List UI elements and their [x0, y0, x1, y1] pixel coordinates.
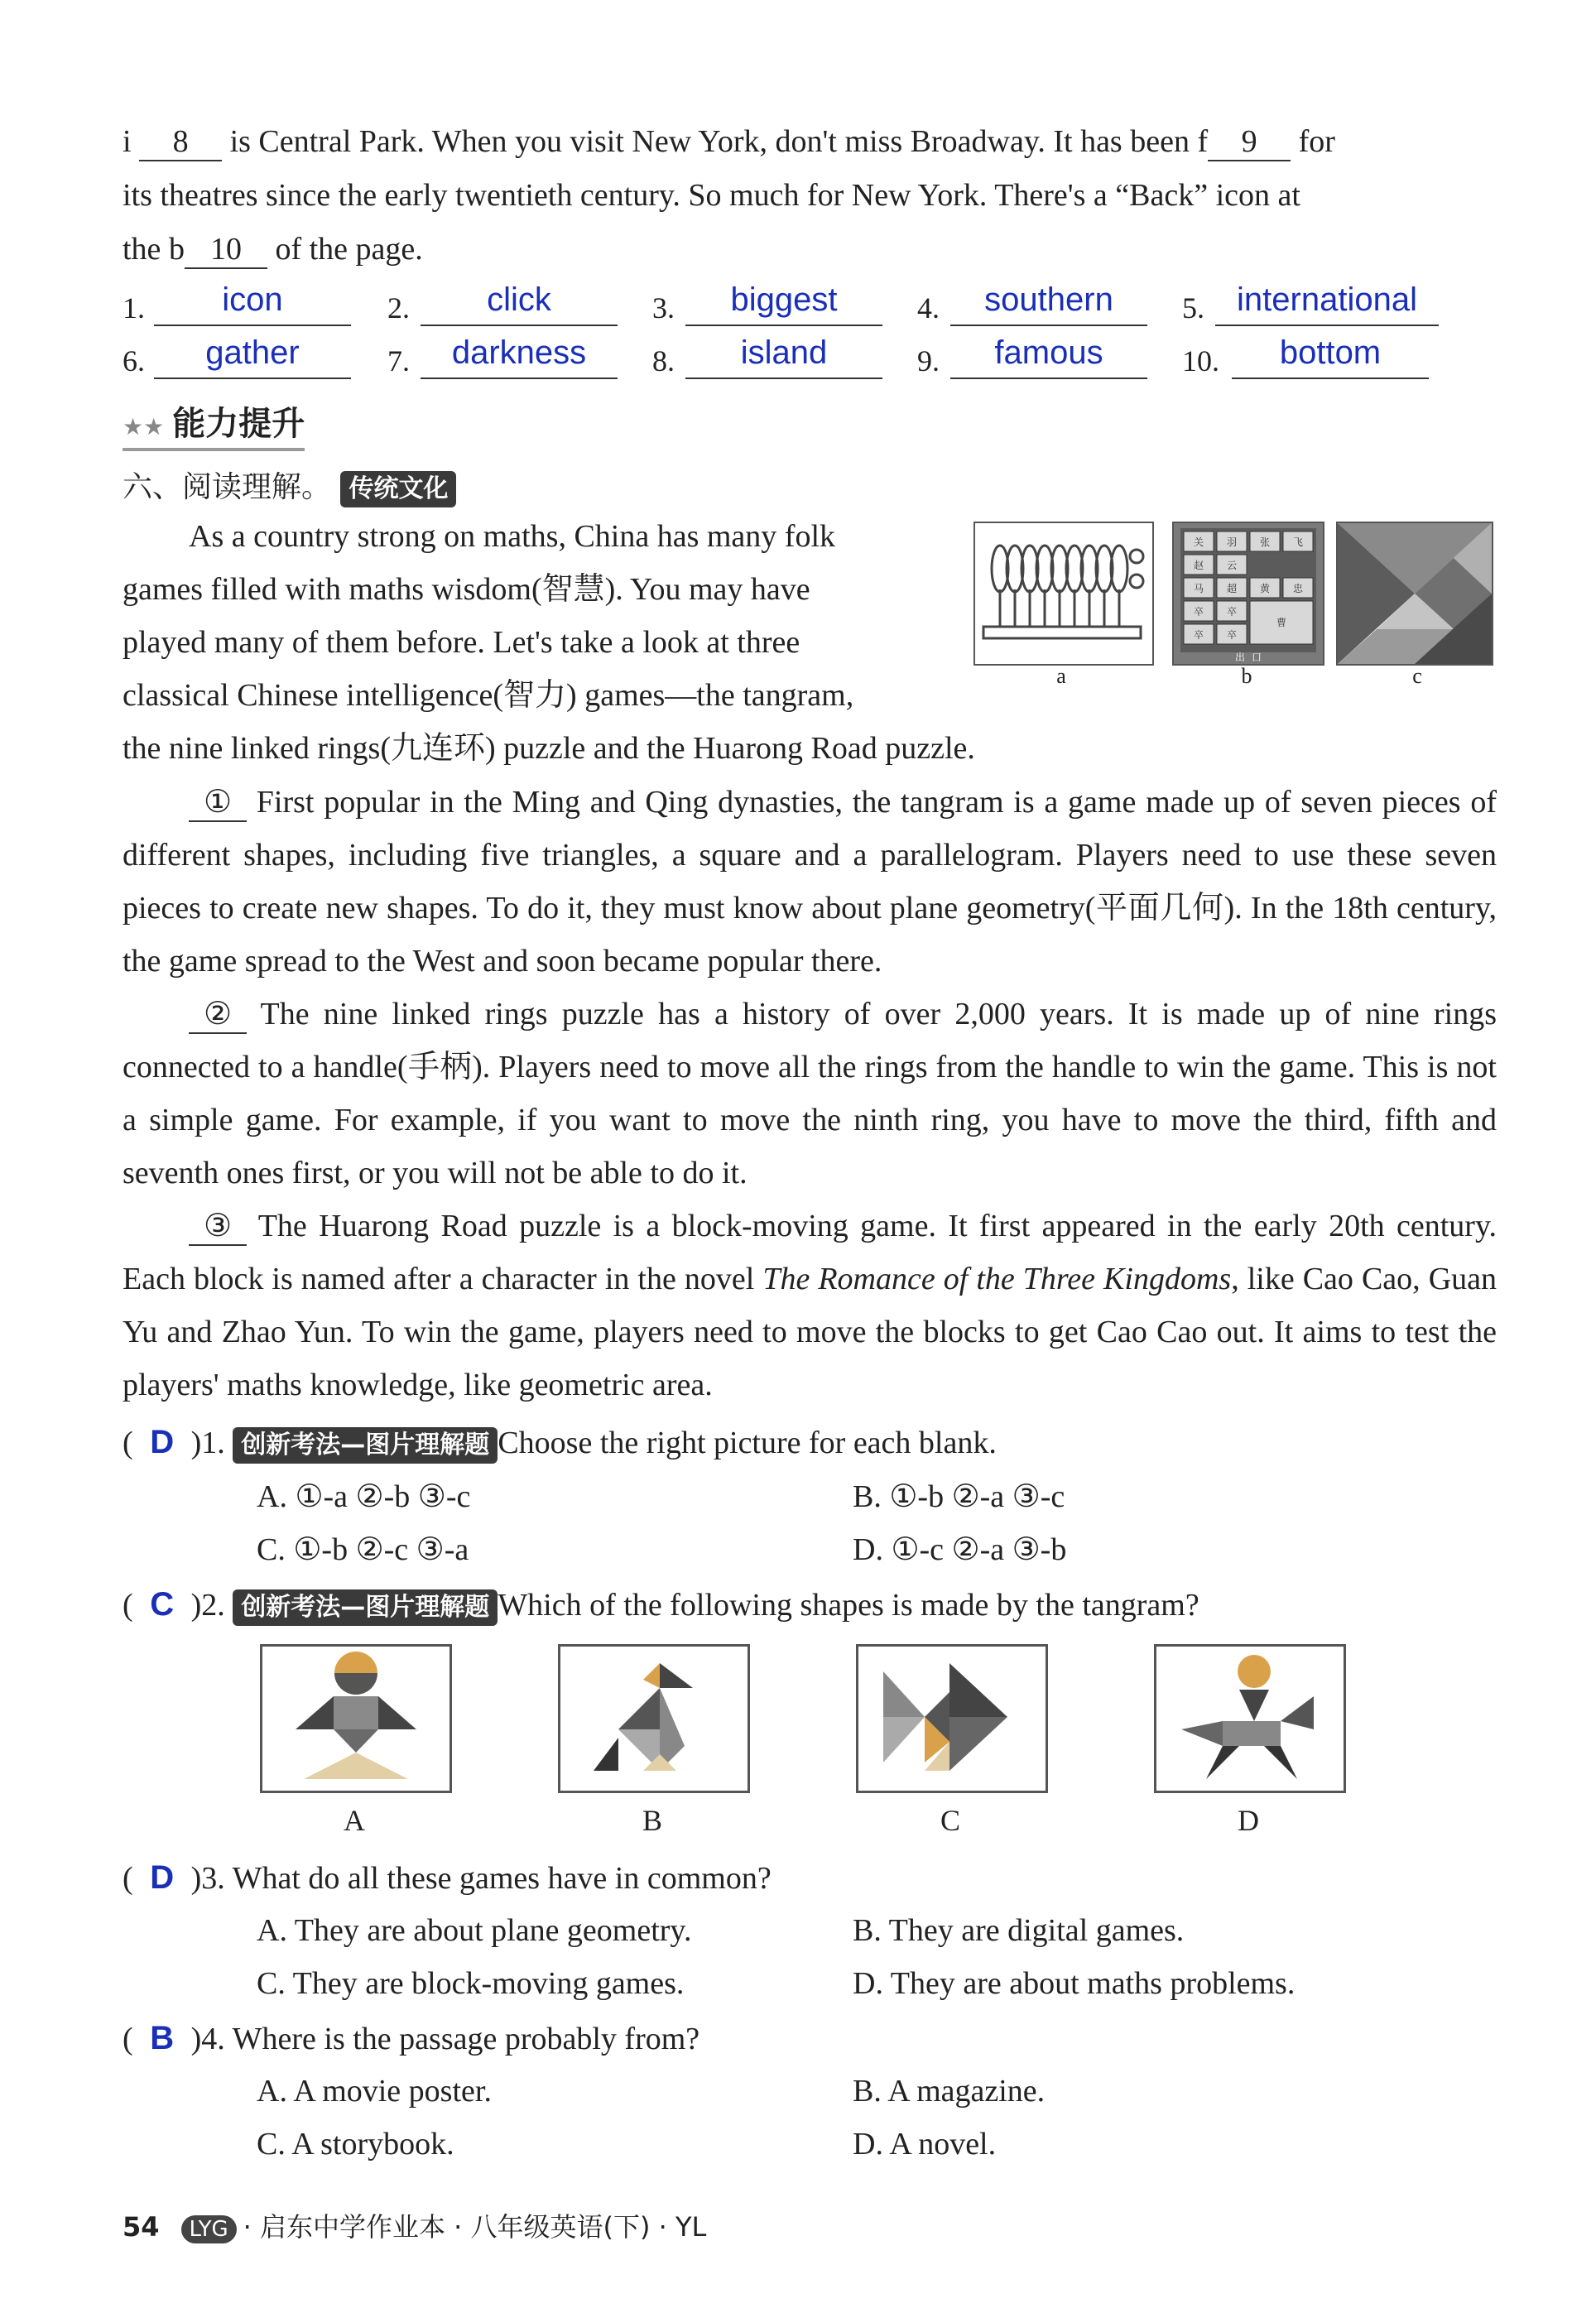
figure-b-label: B — [642, 1804, 662, 1837]
q3-option-c: C. They are block-moving games. — [257, 1966, 685, 2001]
nine-rings-icon — [975, 523, 1152, 664]
picture-c-label: c — [1412, 664, 1422, 688]
question-head: 六、阅读理解。 传统文化 — [123, 464, 456, 507]
figure-b-bird — [558, 1644, 750, 1793]
q4-option-d: D. A novel. — [853, 2127, 997, 2162]
fill-answer-10: 10. bottom — [1182, 326, 1497, 379]
picture-a-nine-rings — [973, 522, 1154, 666]
blank-10: 10 — [185, 231, 267, 269]
fill-answer-1: 1. icon — [123, 273, 354, 326]
section-title: ★★ 能力提升 — [123, 397, 305, 445]
figure-a-label: A — [344, 1804, 365, 1837]
fill-answer-4: 4. southern — [917, 273, 1166, 326]
answer-4: B — [150, 2020, 175, 2056]
intro-line-3: played many of them before. Let's take a look at three — [123, 625, 800, 660]
blank-mark-2: ② — [189, 996, 247, 1034]
tangram-square-icon — [1338, 523, 1492, 664]
tile-text: 羽 — [1226, 536, 1238, 548]
intro-line-5: the nine linked rings(九连环) puzzle and the Huarong Road puzzle. — [123, 731, 975, 766]
picture-c-tangram — [1336, 522, 1493, 666]
paragraph-1: ① First popular in the Ming and Qing dynasties, the tangram is a game made up of seven pieces of different shapes, including five triangles, a square and a parallelogram. Players need to use these seven pieces to create new shapes. To do it, they must know about plane geometry(平面几何). In the 18th century, the game spread to the West and soon became popular there. — [123, 785, 1497, 979]
tile-text: 超 — [1226, 583, 1238, 594]
intro-line-1: As a country strong on maths, China has many folk — [189, 519, 836, 554]
tag-innovative: 创新考法—图片理解题 — [233, 1589, 498, 1626]
fill-answer-5: 5. international — [1182, 273, 1497, 326]
paragraph-3: ③ The Huarong Road puzzle is a block-moving game. It first appeared in the early 20th century. Each block is named after a character in the novel The Romance of the Three Kingdoms, like Cao Cao, Guan Yu and Zhao Yun. To win the game, players need to move the blocks to get Cao Cao out. It aims to test the players' maths knowledge, like geometric area. — [123, 1209, 1497, 1402]
fill-answer-9: 9. famous — [917, 326, 1166, 379]
blank-9: 9 — [1208, 123, 1291, 161]
tangram-fish-icon — [858, 1647, 1046, 1791]
picture-b-huarong-road — [1172, 522, 1324, 666]
figure-c-label: C — [940, 1804, 960, 1837]
question-1: ( D )1. 创新考法—图片理解题 Choose the right picture for each blank. — [123, 1421, 997, 1464]
figure-c-fish — [856, 1644, 1048, 1793]
tile-text: 黄 — [1259, 583, 1271, 594]
tile-text: 云 — [1226, 560, 1238, 571]
publisher-logo: LYG — [181, 2215, 237, 2243]
intro-line-2: games filled with maths wisdom(智慧). You may have — [123, 572, 810, 607]
tile-text: 张 — [1259, 536, 1271, 548]
q1-option-c: C. ①-b ②-c ③-a — [257, 1532, 469, 1567]
q4-option-c: C. A storybook. — [257, 2127, 454, 2162]
tangram-person-icon — [262, 1647, 449, 1791]
tangram-rider-icon — [1156, 1647, 1344, 1791]
tile-text: 卒 — [1226, 629, 1238, 641]
answer-2: C — [150, 1586, 175, 1623]
tile-text: 卒 — [1193, 606, 1204, 618]
stars-icon: ★★ — [123, 413, 165, 440]
huarong-board-icon — [1174, 523, 1323, 664]
q1-option-d: D. ①-c ②-a ③-b — [853, 1532, 1067, 1567]
page-number: 54 — [123, 2211, 160, 2243]
footer-text: · 启东中学作业本 · 八年级英语(下) · YL — [243, 2211, 707, 2243]
paragraph-2: ② The nine linked rings puzzle has a history of over 2,000 years. It is made up of nine rings connected to a handle(手柄). Players need to move all the rings from the handle to win the game. This is not a simple game. For example, if you want to move the ninth ring, you have to move the third, fifth and seventh ones first, or you will not be able to do it. — [123, 997, 1497, 1190]
picture-b-label: b — [1241, 664, 1252, 688]
exit-text: 口 — [1251, 652, 1262, 663]
q3-option-b: B. They are digital games. — [853, 1913, 1185, 1948]
fill-answer-8: 8. island — [652, 326, 901, 379]
q1-option-b: B. ①-b ②-a ③-c — [853, 1479, 1065, 1514]
question-4: ( B )4. Where is the passage probably from? — [123, 2017, 699, 2061]
figure-d-label: D — [1238, 1804, 1259, 1837]
exit-text: 出 — [1234, 652, 1246, 663]
q4-option-a: A. A movie poster. — [257, 2074, 492, 2109]
tile-text: 飞 — [1292, 536, 1304, 548]
tangram-bird-icon — [560, 1647, 748, 1791]
question-3: ( D )3. What do all these games have in common? — [123, 1856, 772, 1900]
tile-text: 卒 — [1193, 629, 1204, 641]
tag-innovative: 创新考法—图片理解题 — [233, 1427, 498, 1464]
fill-answer-7: 7. darkness — [387, 326, 619, 379]
fill-answer-6: 6. gather — [123, 326, 354, 379]
section-underline — [123, 448, 305, 451]
tile-text: 忠 — [1292, 583, 1304, 594]
q3-option-d: D. They are about maths problems. — [853, 1966, 1296, 2001]
fill-answers-row-1 — [123, 273, 1497, 326]
tile-text: 赵 — [1193, 560, 1204, 571]
page-footer — [123, 2206, 706, 2244]
figure-a-person — [260, 1644, 452, 1793]
passage-line-3: the b 10 of the page. — [123, 228, 1497, 271]
tile-text: 曹 — [1276, 617, 1287, 628]
answer-1: D — [150, 1424, 175, 1460]
picture-a-label: a — [1056, 664, 1066, 688]
figure-d-rider — [1154, 1644, 1346, 1793]
answer-3: D — [150, 1859, 175, 1896]
intro-line-4: classical Chinese intelligence(智力) games—the tangram, — [123, 678, 854, 713]
blank-mark-1: ① — [189, 784, 247, 822]
fill-answers-row-2 — [123, 326, 1497, 379]
q1-option-a: A. ①-a ②-b ③-c — [257, 1479, 471, 1514]
blank-mark-3: ③ — [189, 1208, 247, 1246]
fill-answer-3: 3. biggest — [652, 273, 901, 326]
question-2: ( C )2. 创新考法—图片理解题 Which of the following shapes is made by the tangram? — [123, 1583, 1199, 1627]
passage-line-2: its theatres since the early twentieth century. So much for New York. There's a “Back” icon at — [123, 178, 1300, 213]
q4-option-b: B. A magazine. — [853, 2074, 1046, 2109]
q3-option-a: A. They are about plane geometry. — [257, 1913, 692, 1948]
blank-8: 8 — [139, 123, 222, 161]
tag-traditional-culture: 传统文化 — [340, 471, 456, 507]
passage-line-1: i 8 is Central Park. When you visit New York, don't miss Broadway. It has been f 9 for — [123, 120, 1497, 163]
tile-text: 马 — [1193, 583, 1204, 594]
tile-text: 关 — [1193, 536, 1204, 548]
tile-text: 卒 — [1226, 606, 1238, 618]
fill-answer-2: 2. click — [387, 273, 619, 326]
